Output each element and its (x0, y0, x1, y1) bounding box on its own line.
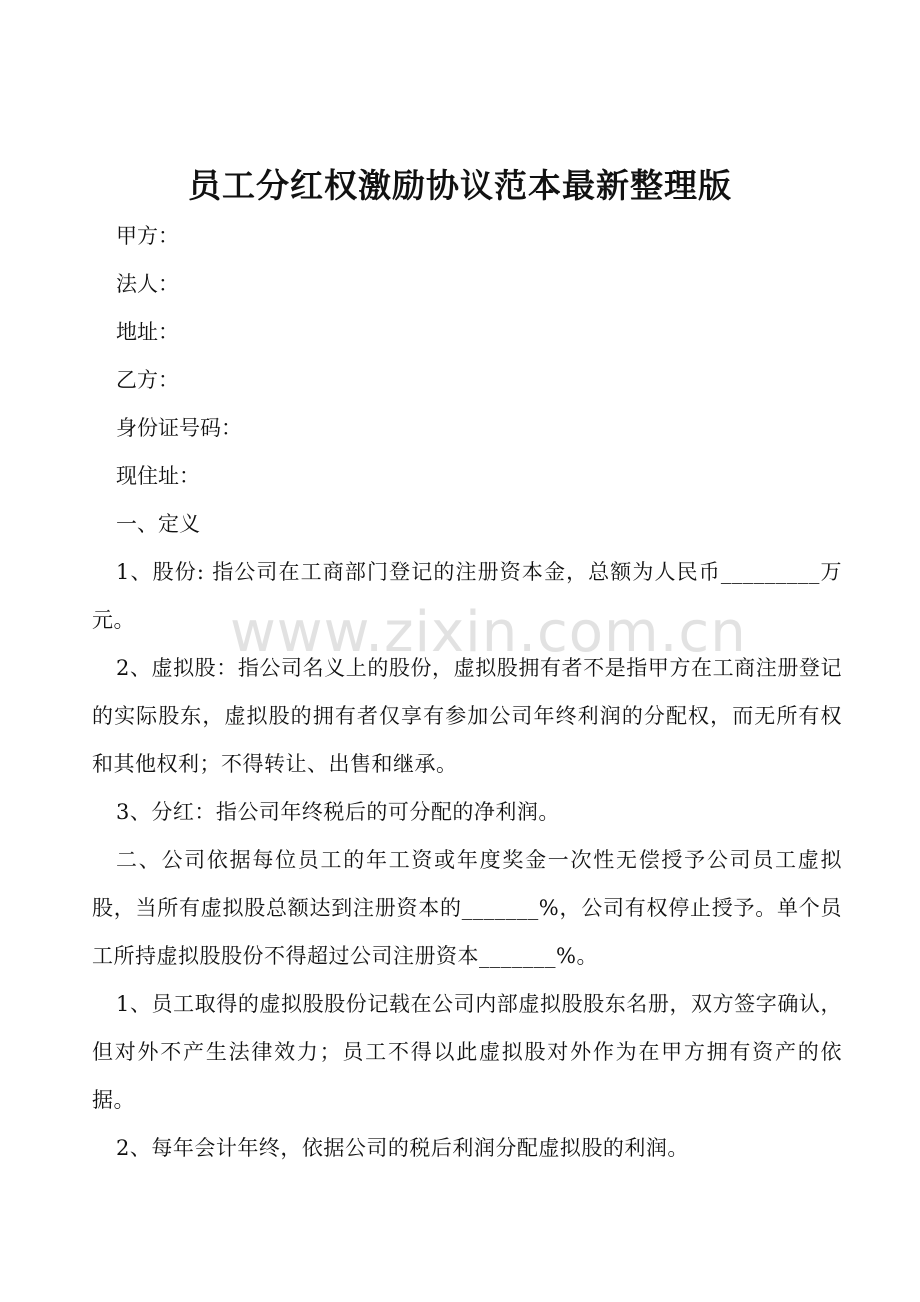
item-1-paragraph: 1、员工取得的虚拟股股份记载在公司内部虚拟股股东名册，双方签字确认，但对外不产生法律效力；员工不得以此虚拟股对外作为在甲方拥有资产的依据。 (92, 992, 842, 1112)
document-body (92, 212, 842, 1172)
legal-person-label: 法人： (116, 272, 179, 296)
document-title: 员工分红权激励协议范本最新整理版 (188, 166, 732, 205)
id-number-label: 身份证号码： (116, 416, 242, 440)
section-1-heading: 一、定义 (116, 512, 200, 536)
party-b-label: 乙方： (116, 368, 179, 392)
watermark: www.zixin.com.cn (230, 600, 747, 665)
definition-dividend: 3、分红：指公司年终税后的可分配的净利润。 (116, 800, 560, 824)
definition-virtual-shares: 2、虚拟股：指公司名义上的股份，虚拟股拥有者不是指甲方在工商注册登记的实际股东，虚拟股的拥有者仅享有参加公司年终利润的分配权，而无所有权和其他权利；不得转让、出售和继承。 (92, 656, 842, 776)
address-label: 地址： (116, 320, 179, 344)
definition-shares: 1、股份: 指公司在工商部门登记的注册资本金，总额为人民币_________万元。 (92, 560, 842, 632)
party-a-label: 甲方： (116, 224, 179, 248)
section-2-paragraph: 二、公司依据每位员工的年工资或年度奖金一次性无偿授予公司员工虚拟股，当所有虚拟股总额达到注册资本的_______%，公司有权停止授予。单个员工所持虚拟股股份不得超过公司注册资本_______%。 (92, 848, 842, 968)
current-address-label: 现住址： (116, 464, 200, 488)
item-2-paragraph: 2、每年会计年终，依据公司的税后利润分配虚拟股的利润。 (116, 1136, 689, 1160)
